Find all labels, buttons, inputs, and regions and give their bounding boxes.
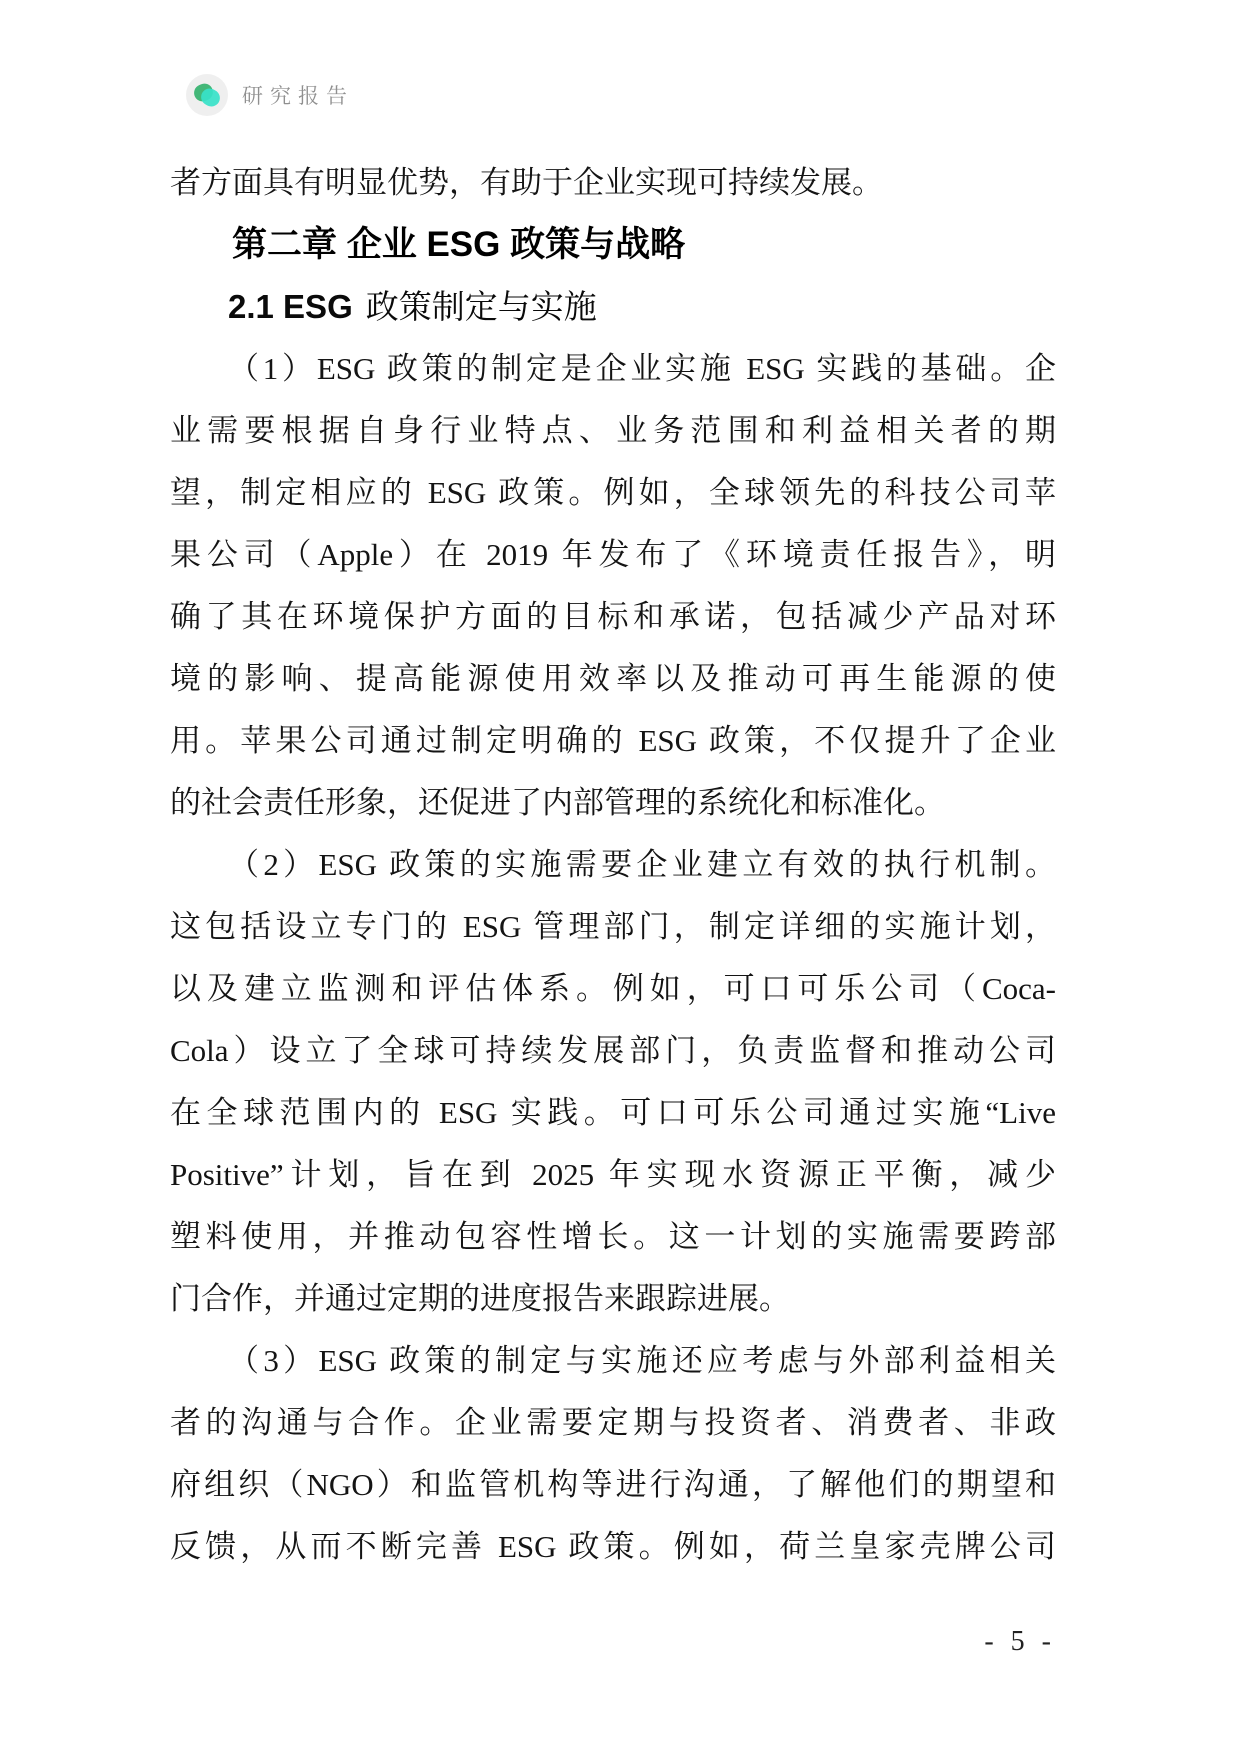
body-text-line: 业需要根据自身行业特点、业务范围和利益相关者的期	[170, 413, 1056, 448]
page-number: - 5 -	[984, 1626, 1056, 1657]
body-text-line: 在全球范围内的 ESG 实践。可口可乐公司通过实施“Live	[170, 1095, 1056, 1130]
paragraph-block-3	[170, 1330, 1056, 1578]
brand-text: 研究报告	[242, 84, 354, 108]
page-footer	[170, 1626, 1056, 1658]
section-heading	[170, 276, 1056, 338]
paragraph-block-1	[170, 338, 1056, 834]
body-text-line: 用。苹果公司通过制定明确的 ESG 政策，不仅提升了企业	[170, 723, 1056, 758]
body-text-line: （2）ESG 政策的实施需要企业建立有效的执行机制。	[228, 847, 1056, 882]
body-text-line: （3）ESG 政策的制定与实施还应考虑与外部利益相关	[228, 1343, 1056, 1378]
body-text-line: 果公司（Apple）在 2019 年发布了《环境责任报告》，明	[170, 537, 1056, 572]
body-text-line: Cola）设立了全球可持续发展部门，负责监督和推动公司	[170, 1033, 1056, 1068]
section-number: 2.1 ESG	[228, 288, 353, 325]
body-text-line: Positive”计划，旨在到 2025 年实现水资源正平衡，减少	[170, 1157, 1056, 1192]
brand-logo-icon	[186, 74, 228, 116]
section-title: 政策制定与实施	[365, 290, 597, 326]
body-text-line: 反馈，从而不断完善 ESG 政策。例如，荷兰皇家壳牌公司	[170, 1529, 1056, 1564]
body-text-line: 确了其在环境保护方面的目标和承诺，包括减少产品对环	[170, 599, 1056, 634]
body-text-line: （1）ESG 政策的制定是企业实施 ESG 实践的基础。企	[228, 351, 1056, 386]
continuation-line: 者方面具有明显优势，有助于企业实现可持续发展。	[170, 165, 883, 200]
body-text-line: 以及建立监测和评估体系。例如，可口可乐公司（Coca-	[170, 971, 1056, 1006]
chapter-heading: 第二章 企业 ESG 政策与战略	[232, 225, 686, 264]
body-text-line: 望，制定相应的 ESG 政策。例如，全球领先的科技公司苹	[170, 475, 1056, 510]
body-text-line: 门合作，并通过定期的进度报告来跟踪进展。	[170, 1281, 790, 1316]
paragraph-block-2	[170, 834, 1056, 1330]
body-text-line: 境的影响、提高能源使用效率以及推动可再生能源的使	[170, 661, 1056, 696]
body-text-line: 这包括设立专门的 ESG 管理部门，制定详细的实施计划，	[170, 909, 1056, 944]
body-text-line: 者的沟通与合作。企业需要定期与投资者、消费者、非政	[170, 1405, 1056, 1440]
body-text-line: 塑料使用，并推动包容性增长。这一计划的实施需要跨部	[170, 1219, 1056, 1254]
body-text-line: 的社会责任形象，还促进了内部管理的系统化和标准化。	[170, 785, 945, 820]
page-content	[170, 152, 1056, 1578]
body-text-line: 府组织（NGO）和监管机构等进行沟通，了解他们的期望和	[170, 1467, 1056, 1502]
page-header	[186, 74, 354, 116]
